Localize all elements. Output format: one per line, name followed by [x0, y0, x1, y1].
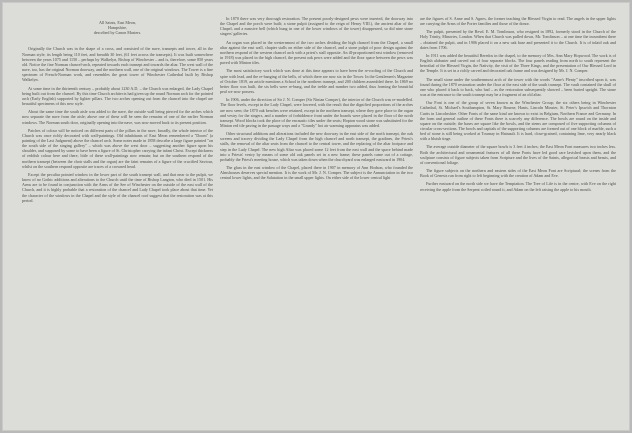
title-line-2: Hampshire, [108, 25, 127, 31]
paragraph: In 1911 was added the beautiful Reredos in the chapel, to the memory of Mrs. Ann Mary Hopwood. The work is of English alabaster and carved out of four separate blocks. The four panels reading from north to south represent the betrothal of the Blessed Virgin, the Nativity, the visit of the Three Kings, and the presentation of Our Blessed Lord in the Temple. It is set in a richly carved and decorated oak frame and was designed by Mr. J. N. Comper. [420, 52, 616, 74]
paragraph: Further eastward on the north side we have the Temptation. The Tree of Life is in the centre, with Eve on the right receiving the apple from the Serpent coiled round it, and Adam on the left raising the apple to his mouth. [420, 181, 616, 192]
paragraph: The small stone under the southernmost arch of the tower with the words "Anne's Plenty" inscribed upon it, was found during the 1870 restoration under the floor at the east side of the south transept. The vault contained the skull of one who placed it back to back, who had – as the restoration subsequently showed – been buried upright. The stone was at the entrance to the south transept may be a fragment of an old altar. [420, 76, 616, 98]
paragraph: Originally the Church was in the shape of a cross, and consisted of the nave, transepts and tower, all in the Norman style; its length being 110 feet, and breadth 30 feet, (61 feet across the transepts). It was built somewhere between the years 1075 and 1150 – perhaps by Walkelyn, Bishop of Winchester – and is, therefore, some 850 years old. Notice the fine Norman chancel-arch, repeated towards each transept and towards the altar. The west wall of the nave, too, has the original Norman doorway, and the northern wall, one of the original windows. The Tower is a fine specimen of French-Norman work, and resembles the great tower of Winchester Cathedral built by Bishop Walkelyn. [22, 46, 213, 83]
paragraph: The average outside diameter of the square bowls is 3 feet 4 inches; the East Meon Font measures two inches less. Both the architectural and ornamental features of all these Fonts have led good care lavished upon them, and the sculpture consists of figure subjects taken from Scripture and the lives of the Saints, allegorical beasts and beasts, and of conventional foliage. [420, 144, 616, 165]
paragraph: About the same time the south aisle was added to the nave, the outside wall being pierced for the arches which now separate the nave from the aisle; above one of these will be seen the remains of one of the earlier Norman windows. The Norman south door, originally opening into the nave, was now moved back to its present position. [22, 109, 213, 125]
paragraph: The most satisfactory work which was done at this time appears to have been the re-roofing of the Church and spire with lead, and the re-hanging of the bells, of which there are now six in the Tower. In the Gentlemen's Magazine of October 1819, an article mentions a School in the northern transept, and 200 children assembled there. In 1869 no better floor was built, the six bells were re-hung, and the treble and number two added, thus forming the beautiful peal we now possess. [220, 68, 413, 95]
document-title [22, 20, 213, 35]
paragraph: Our Font is one of the group of seven known as the Winchester Group; the six others being in Winchester Cathedral, St. Michael's Southampton, St. Mary Bourne, Hants, Lincoln Minster, St. Peter's Ipswich and Thornton Curtis in Lincolnshire. Other Fonts of the same kind are known to exist in Belgium, Northern France and Germany. In the form and general outline of these Fonts there is scarcely any difference. The bowls are round on the inside and square on the outside; the bases are square like the bowls, and the stems are composed of five supporting columns of circular cross-sections. The bowls and capitals of the supporting columns are formed out of one block of marble, such a bed of stone is still being worked at Tournay in Hainault. It is hard, close-grained, containing lime, very nearly black with a bluish tinge. [420, 100, 616, 142]
title-line-3: described by Canon Masters. [93, 30, 142, 36]
column-middle [220, 16, 413, 184]
title-line-1: All Saints, East Meon, [99, 20, 136, 25]
paragraph: Except the peculiar pointed window in the lower part of the south transept wall, and that near to the pulpit, we know of no Gothic additions and alterations to the Church until the time of Bishop Langton, who died in 1501. His Arms are to be found in conjunction with the Arms of the See of Winchester on the outside of the east wall of the Church, and it is highly probable that a restoration of the chancel and Lady Chapel took place about that time. Yet the character of the windows in the Chapel and the style of the chancel roof suggest that the restoration was at this period. [22, 171, 213, 203]
column-left [22, 16, 213, 206]
column-right [420, 16, 616, 195]
document-page [2, 2, 630, 431]
paragraph: Patches of colour will be noticed on different parts of the pillars in the nave, broadly, the whole interior of the Church was once richly decorated with wall-paintings. Old inhabitants of East Meon remembered a "Doom" (a painting of the Last Judgment) above the chancel arch. Some notes made in 1858 describe a large figure painted "on the south side of the singing gallery" – which was above the west door – suggesting another figure upon his shoulder, and supposed by some to have been a figure of St. Christopher carrying the infant Christ. Except thickness of reddish colour here and there, little of these wall-paintings now remain; but on the southern respond of the northern transept (between the choir stalls and the organ) are the faint remains of a figure of the crucified Saviour, whilst on the southern respond opposite are traces of a crowned head. [22, 127, 213, 169]
paragraph: An organ was placed in the westernmost of the two arches dividing the high chancel from the Chapel, a small altar against the east wall, chapter stalls on either side of the chancel, and a stone pulpit of poor design against the northern respond of the western chancel arch with a priest's stall opposite. An ill-proportioned east window (removed in 1918) was placed in the high chancel, the present oak pews were added and the floor space between the pews was paved with Minton tiles. [220, 39, 413, 66]
paragraph: The glass in the east window of the Chapel, placed there in 1907 in memory of Ann Hodson, who founded the Almshouses deserves special mention. It is the work of Mr. J. N. Comper. The subject is the Annunciation in the two central lower lights, and the Salutation in the small upper lights. On either side of the lower central light [220, 165, 413, 181]
paragraph: In 1870 there was very thorough restoration. The present poorly-designed pews were inserted, the doorway into the Chapel and the porch were built; a stone pulpit (assigned to the reign of Henry VIII.), the ancient altar of the Chapel, and a massive bell (which hung in one of the lower windows of the tower) disappeared, so did nine stone singers' galleries. [220, 16, 413, 37]
paragraph: The figure subjects on the northern and eastern sides of the East Meon Font are Scriptural; the scenes from the Book of Genesis run from right to left beginning with the creation of Adam and Eve. [420, 168, 616, 179]
paragraph: The pulpit, presented by the Revd. E. M. Tomlinson, who resigned in 1892, formerly stood in the Church of the Holy Trinity, Minories, London. When that Church was pulled down, Mr. Tomlinson – at one time the incumbent there – obtained the pulpit, and in 1906 placed it on a new oak base and presented it to the Church. It is of inlaid oak and dates from 1706. [420, 29, 616, 50]
paragraph: In 1906, under the direction of Sir J. N. Comper (Sir Ninian Comper), the interior of the Church was re-modelled. The floor levels, except in the Lady Chapel, were lowered, with the result that the dignified proportions of the arches are now seen; the 1870 oak benches were retained, except in the northern transept, where they gave place to the organ and vestry for the singers, and a number of forbiddence front under the boards were placed in the floor of the north transept. Wood blocks took the place of the encaustic tiles under the seats; Hopton wood stone was substituted for the Minton red tile paving in the passage ways and a "Grundy" hot air warming apparatus was added. [220, 97, 413, 128]
paragraph: are the figures of S. Anne and S. Agnes, the former teaching the Blessed Virgin to read. The angels in the upper lights are carrying the Arms of the Porter families and those of the donor. [420, 16, 616, 27]
paragraph: Other structural additions and alterations included the new doorway in the east side of the north transept, the oak screens and tracery dividing the Lady Chapel from the high chancel and north transept, the gradines, the Priest's stalls, the removal of the altar seats from the chancel to the central tower, and the replacing of the altar footpace and step in the Lady Chapel. The new high Altar was placed some 12 feet from the east wall and the space behind made into a Priests' vestry by means of some old oak panels set in a new frame; these panels came out of a cottage, probably the Priest's meeting house, which was taken down when the churchyard was enlarged eastward in 1904. [220, 131, 413, 162]
paragraph: At some time in the thirteenth century – probably about 1230 A.D. – the Church was enlarged, the Lady Chapel being built out from the chancel. By this time Church architects had given up the round Norman arch for the pointed arch (Early English) supported by lighter pillars. The two arches opening out from the chancel into the chapel are beautiful specimens of this new style. [22, 85, 213, 107]
